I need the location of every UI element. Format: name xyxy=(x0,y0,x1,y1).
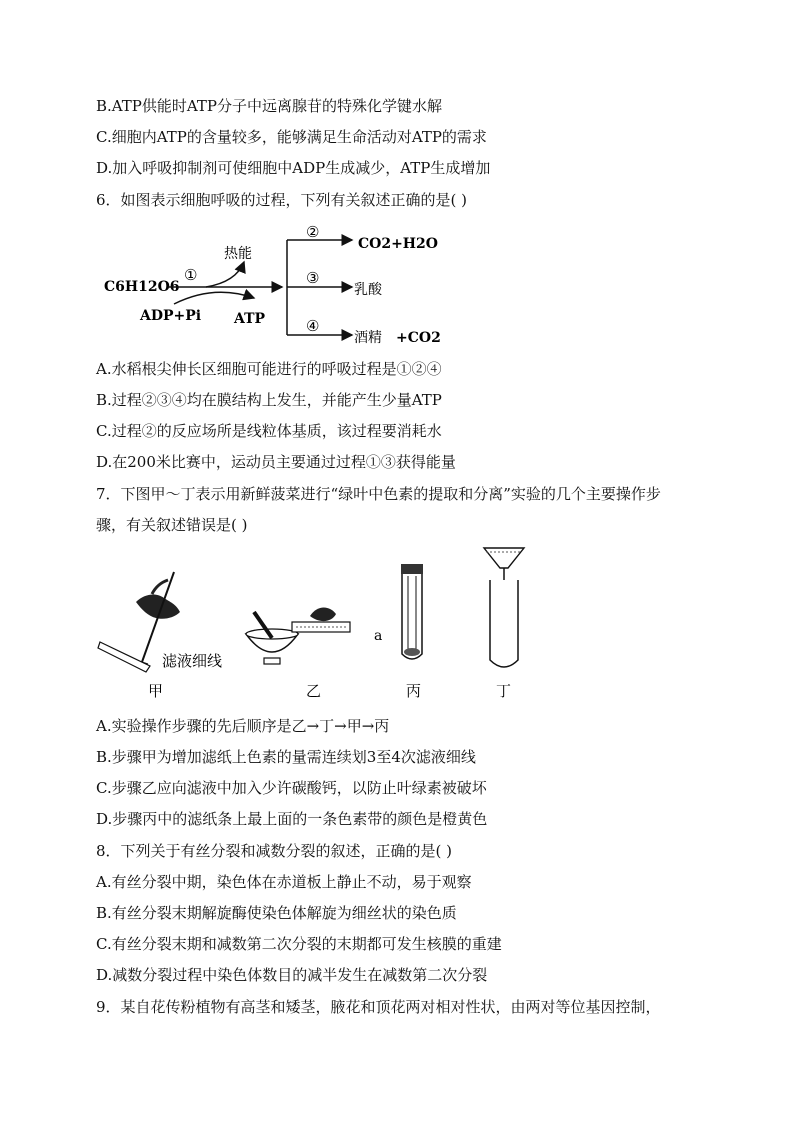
q7-stem-line2: 骤，有关叙述错误是( ) xyxy=(96,516,248,534)
q5-option-b: B.ATP供能时ATP分子中远离腺苷的特殊化学键水解 xyxy=(96,97,443,115)
q8-option-d: D.减数分裂过程中染色体数目的减半发生在减数第二次分裂 xyxy=(96,966,488,984)
label-yi: 乙 xyxy=(306,682,322,700)
glucose-label: C6H12O6 xyxy=(104,279,180,295)
q6-option-d: D.在200米比赛中，运动员主要通过过程①③获得能量 xyxy=(96,453,456,471)
product4a-label: 酒精 xyxy=(354,330,382,346)
chromatography-figure xyxy=(96,542,556,702)
product4b-label: +CO2 xyxy=(396,330,441,346)
q7-option-b: B.步骤甲为增加滤纸上色素的量需连续划3至4次滤液细线 xyxy=(96,748,476,766)
q6-stem: 6．如图表示细胞呼吸的过程，下列有关叙述正确的是( ) xyxy=(96,191,468,209)
adp-pi-label: ADP+Pi xyxy=(140,308,202,324)
label-bing: 丙 xyxy=(406,682,422,700)
label-a: a xyxy=(374,628,383,644)
q5-option-d: D.加入呼吸抑制剂可使细胞中ADP生成减少，ATP生成增加 xyxy=(96,159,491,177)
step4-label: ④ xyxy=(306,317,320,335)
q8-option-c: C.有丝分裂末期和减数第二次分裂的末期都可发生核膜的重建 xyxy=(96,935,502,953)
product3-label: 乳酸 xyxy=(354,282,382,298)
product2-label: CO2+H2O xyxy=(358,236,438,252)
step-bing-tube xyxy=(401,564,423,659)
heat-arrow xyxy=(206,262,244,287)
step2-label: ② xyxy=(306,223,320,241)
q7-option-c: C.步骤乙应向滤液中加入少许碳酸钙，以防止叶绿素被破坏 xyxy=(96,779,487,797)
q8-option-a: A.有丝分裂中期，染色体在赤道板上静止不动，易于观察 xyxy=(96,873,472,891)
label-jia: 甲 xyxy=(148,682,164,700)
q7-stem-line1: 7．下图甲～丁表示用新鲜菠菜进行“绿叶中色素的提取和分离”实验的几个主要操作步 xyxy=(96,485,661,503)
q9-stem: 9．某自花传粉植物有高茎和矮茎，腋花和顶花两对相对性状，由两对等位基因控制， xyxy=(96,998,661,1016)
atp-curve xyxy=(174,292,254,304)
step1-label: ① xyxy=(184,266,198,284)
q8-stem: 8．下列关于有丝分裂和减数分裂的叙述，正确的是( ) xyxy=(96,842,453,860)
respiration-diagram xyxy=(96,220,456,350)
label-ding: 丁 xyxy=(496,682,512,700)
filter-line-label: 滤液细线 xyxy=(162,652,223,670)
step-ding-filter xyxy=(484,548,524,667)
q6-option-b: B.过程②③④均在膜结构上发生，并能产生少量ATP xyxy=(96,391,442,409)
heat-label: 热能 xyxy=(224,246,252,262)
step-yi-grinding xyxy=(246,608,350,665)
q7-option-d: D.步骤丙中的滤纸条上最上面的一条色素带的颜色是橙黄色 xyxy=(96,810,488,828)
q6-option-c: C.过程②的反应场所是线粒体基质，该过程要消耗水 xyxy=(96,422,442,440)
step3-label: ③ xyxy=(306,269,320,287)
atp-label: ATP xyxy=(234,311,266,327)
q6-option-a: A.水稻根尖伸长区细胞可能进行的呼吸过程是①②④ xyxy=(96,360,442,378)
q8-option-b: B.有丝分裂末期解旋酶使染色体解旋为细丝状的染色质 xyxy=(96,904,457,922)
q5-option-c: C.细胞内ATP的含量较多，能够满足生命活动对ATP的需求 xyxy=(96,128,487,146)
q7-option-a: A.实验操作步骤的先后顺序是乙→丁→甲→丙 xyxy=(96,717,390,735)
